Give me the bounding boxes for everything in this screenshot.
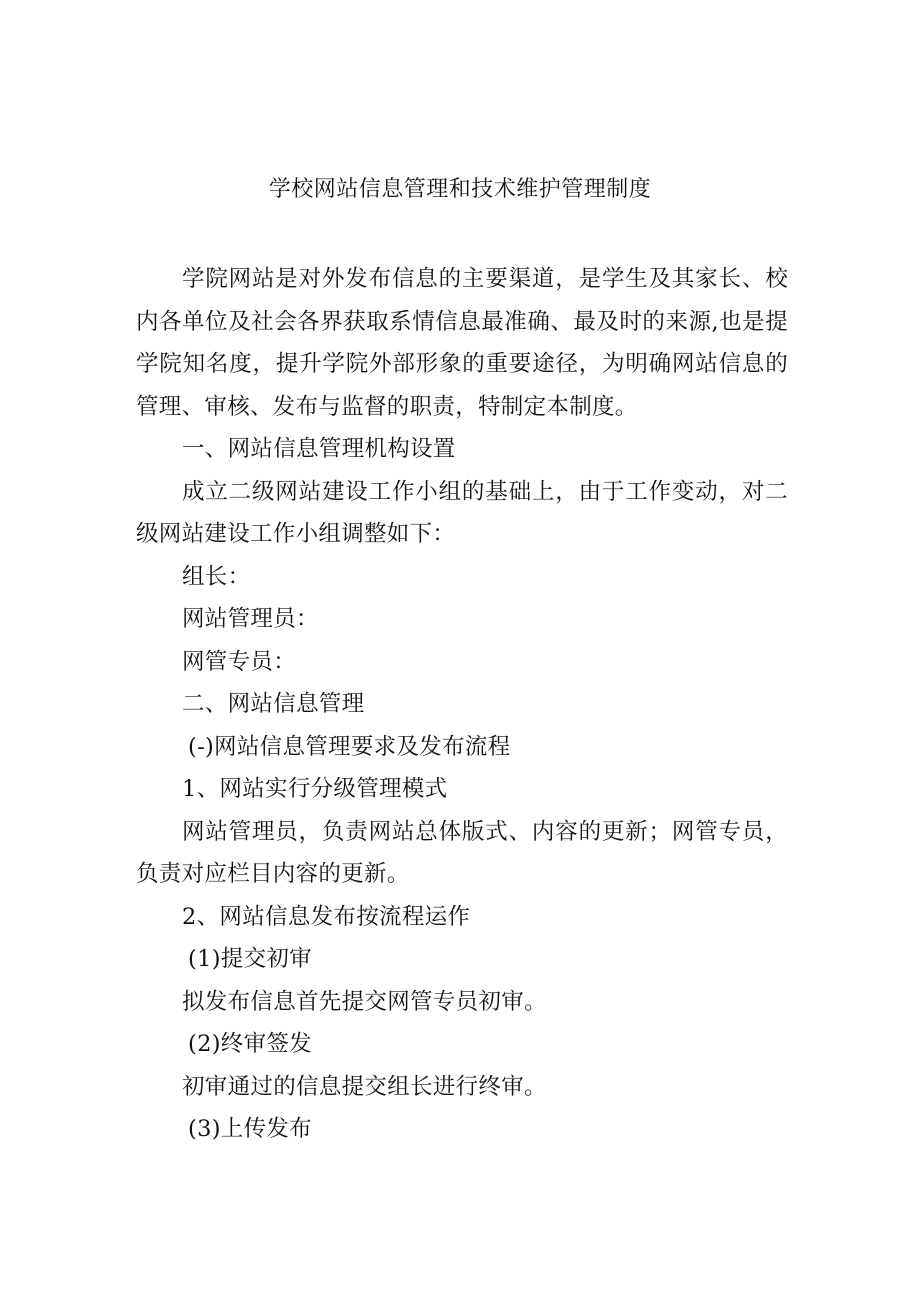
intro-paragraph: 学院网站是对外发布信息的主要渠道，是学生及其家长、校内各单位及社会各界获取系情信息最准确、最及时的来源,也是提学院知名度，提升学院外部形象的重要途径，为明确网站信息的管理、审核、发布与监督的职责，特制定本制度。 [136, 266, 788, 420]
paragraph-tiered-management: 网站管理员，负责网站总体版式、内容的更新；网管专员，负责对应栏目内容的更新。 [136, 818, 788, 887]
role-group-leader: 组长： [182, 563, 251, 590]
step-heading-2: (2)终审签发 [188, 1031, 312, 1057]
section-heading-1: 一、网站信息管理机构设置 [182, 436, 456, 462]
role-network-specialist: 网管专员： [182, 648, 297, 675]
step-heading-1: (1)提交初审 [188, 946, 312, 972]
section-heading-2: 二、网站信息管理 [182, 691, 365, 717]
step-text-1: 拟发布信息首先提交网管专员初审。 [182, 988, 547, 1015]
item-heading-1: 1、网站实行分级管理模式 [182, 776, 448, 802]
step-heading-3: (3)上传发布 [188, 1116, 312, 1142]
step-text-2: 初审通过的信息提交组长进行终审。 [182, 1073, 547, 1100]
item-heading-2: 2、网站信息发布按流程运作 [182, 903, 471, 930]
document-title: 学校网站信息管理和技术维护管理制度 [268, 177, 652, 202]
subsection-heading-1: (-)网站信息管理要求及发布流程 [188, 733, 511, 760]
document-body [136, 258, 788, 1151]
role-site-admin: 网站管理员： [182, 606, 319, 632]
paragraph-group-setup: 成立二级网站建设工作小组的基础上，由于工作变动，对二级网站建设工作小组调整如下： [136, 478, 788, 547]
